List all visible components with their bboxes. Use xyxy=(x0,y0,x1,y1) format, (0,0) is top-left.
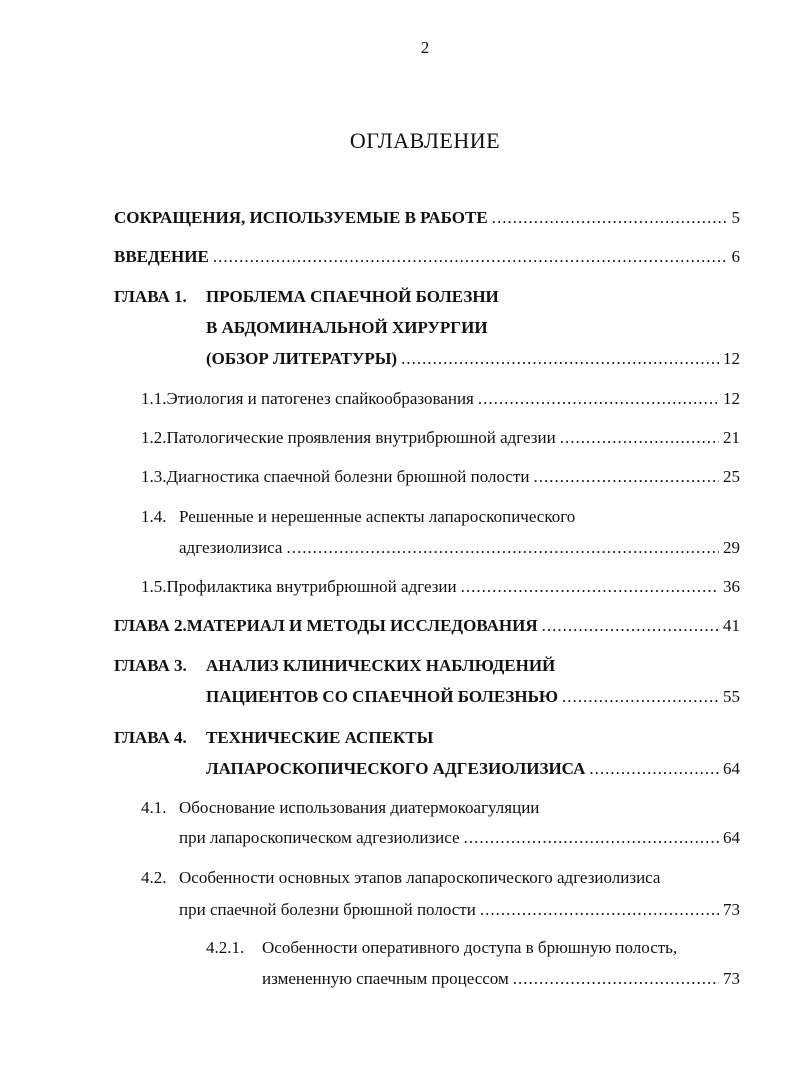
chapter-title-line: ПАЦИЕНТОВ СО СПАЕЧНОЙ БОЛЕЗНЬЮ xyxy=(206,687,558,706)
section-title: адгезиолизиса xyxy=(179,538,283,557)
section-title: Особенности основных этапов лапароскопического адгезиолизиса xyxy=(179,868,661,887)
toc-entry-page: 64 xyxy=(723,828,740,847)
toc-entry-page: 73 xyxy=(723,969,740,988)
toc-chapter-3-line-1 xyxy=(114,655,555,677)
toc-chapter-4-line-2 xyxy=(206,758,740,780)
dot-leader xyxy=(478,388,719,410)
chapter-title-line: ЛАПАРОСКОПИЧЕСКОГО АДГЕЗИОЛИЗИСА xyxy=(206,759,586,778)
toc-section-1-2 xyxy=(141,427,740,449)
toc-section-1-3 xyxy=(141,466,740,488)
toc-entry-page: 6 xyxy=(731,247,740,266)
dot-leader xyxy=(286,537,719,559)
toc-section-1-4-line-2 xyxy=(179,537,740,559)
toc-entry-page: 12 xyxy=(723,389,740,408)
toc-entry-page: 12 xyxy=(723,349,740,368)
chapter-prefix: ГЛАВА 2. xyxy=(114,616,187,635)
dot-leader xyxy=(464,827,719,849)
chapter-prefix: ГЛАВА 4. xyxy=(114,728,187,747)
toc-chapter-3-line-2 xyxy=(206,686,740,708)
toc-section-4-2-line-2 xyxy=(179,899,740,921)
toc-entry-page: 5 xyxy=(731,208,740,227)
toc-title: ОГЛАВЛЕНИЕ xyxy=(349,128,501,153)
toc-entry-abbreviations xyxy=(114,207,740,229)
section-number: 1.4. xyxy=(141,507,167,526)
chapter-prefix: ГЛАВА 3. xyxy=(114,656,187,675)
section-title: Обоснование использования диатермокоагуляции xyxy=(179,798,540,817)
section-number: 1.3. xyxy=(141,467,167,486)
dot-leader xyxy=(562,686,719,708)
dot-leader xyxy=(589,758,719,780)
toc-subsection-4-2-1-line-2 xyxy=(262,968,740,990)
toc-chapter-2 xyxy=(114,615,740,637)
dot-leader xyxy=(401,348,719,370)
chapter-title-line: МАТЕРИАЛ И МЕТОДЫ ИССЛЕДОВАНИЯ xyxy=(186,616,538,635)
toc-subsection-4-2-1-line-1 xyxy=(206,937,677,959)
toc-chapter-1-line-3 xyxy=(206,348,740,370)
toc-entry-page: 21 xyxy=(723,428,740,447)
toc-entry-page: 25 xyxy=(723,467,740,486)
toc-section-1-5 xyxy=(141,576,740,598)
dot-leader xyxy=(480,899,719,921)
chapter-title-line: АНАЛИЗ КЛИНИЧЕСКИХ НАБЛЮДЕНИЙ xyxy=(206,656,556,675)
dot-leader xyxy=(492,207,728,229)
toc-section-1-1 xyxy=(141,388,740,410)
toc-section-4-2-line-1 xyxy=(141,867,660,889)
section-number: 1.2. xyxy=(141,428,167,447)
section-title: Решенные и нерешенные аспекты лапароскопического xyxy=(179,507,576,526)
toc-entry-page: 73 xyxy=(723,900,740,919)
section-number: 4.1. xyxy=(141,798,167,817)
toc-entry-page: 36 xyxy=(723,577,740,596)
section-number: 4.2. xyxy=(141,868,167,887)
dot-leader xyxy=(213,246,728,268)
dot-leader xyxy=(461,576,719,598)
toc-entry-page: 41 xyxy=(723,616,740,635)
section-title: измененную спаечным процессом xyxy=(262,969,509,988)
toc-section-1-4-line-1 xyxy=(141,506,575,528)
toc-chapter-1-line-1 xyxy=(114,286,499,308)
dot-leader xyxy=(533,466,719,488)
section-number: 4.2.1. xyxy=(206,938,245,957)
section-title: при лапароскопическом адгезиолизисе xyxy=(179,828,460,847)
chapter-title-line: В АБДОМИНАЛЬНОЙ ХИРУРГИИ xyxy=(206,318,488,337)
chapter-title-line: (ОБЗОР ЛИТЕРАТУРЫ) xyxy=(206,349,398,368)
toc-section-4-1-line-2 xyxy=(179,827,740,849)
section-title: Этиология и патогенез спайкообразования xyxy=(166,389,474,408)
chapter-prefix: ГЛАВА 1. xyxy=(114,287,187,306)
chapter-title-line: ТЕХНИЧЕСКИЕ АСПЕКТЫ xyxy=(206,728,434,747)
section-number: 1.5. xyxy=(141,577,167,596)
page-number: 2 xyxy=(420,38,430,57)
chapter-title-line: ПРОБЛЕМА СПАЕЧНОЙ БОЛЕЗНИ xyxy=(206,287,499,306)
section-title: Диагностика спаечной болезни брюшной полости xyxy=(166,467,530,486)
section-title: Особенности оперативного доступа в брюшную полость, xyxy=(262,938,678,957)
toc-entry-introduction xyxy=(114,246,740,268)
dot-leader xyxy=(513,968,719,990)
toc-entry-page: 55 xyxy=(723,687,740,706)
toc-chapter-4-line-1 xyxy=(114,727,433,749)
toc-entry-label: ВВЕДЕНИЕ xyxy=(114,247,209,266)
toc-chapter-1-line-2 xyxy=(206,317,488,339)
section-title: Профилактика внутрибрюшной адгезии xyxy=(166,577,457,596)
dot-leader xyxy=(542,615,719,637)
toc-entry-page: 64 xyxy=(723,759,740,778)
toc-section-4-1-line-1 xyxy=(141,797,539,819)
section-number: 1.1. xyxy=(141,389,167,408)
section-title: Патологические проявления внутрибрюшной адгезии xyxy=(166,428,556,447)
dot-leader xyxy=(560,427,719,449)
toc-entry-page: 29 xyxy=(723,538,740,557)
toc-entry-label: СОКРАЩЕНИЯ, ИСПОЛЬЗУЕМЫЕ В РАБОТЕ xyxy=(114,208,488,227)
section-title: при спаечной болезни брюшной полости xyxy=(179,900,476,919)
